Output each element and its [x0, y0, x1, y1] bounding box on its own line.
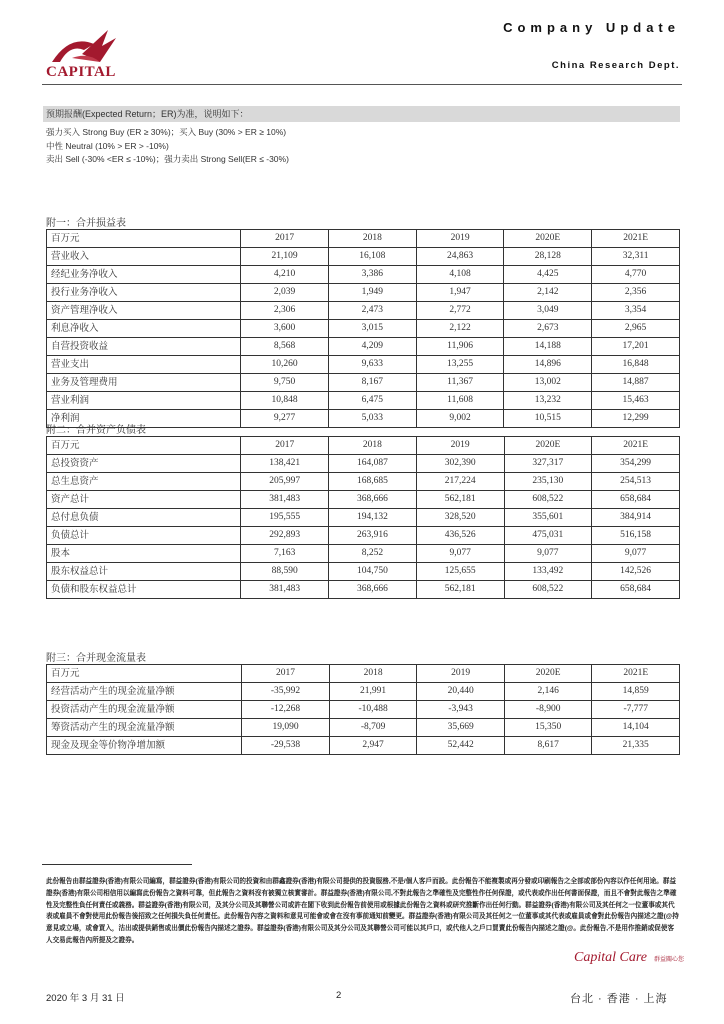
value-cell: 8,167 [328, 374, 416, 392]
value-cell: 263,916 [329, 527, 417, 545]
value-cell: 12,299 [592, 410, 680, 428]
value-cell: 217,224 [416, 473, 504, 491]
unit-header-cell: 百万元 [47, 665, 242, 683]
row-label-cell: 资产总计 [47, 491, 241, 509]
value-cell: 15,350 [504, 719, 592, 737]
row-label-cell: 自营投资收益 [47, 338, 241, 356]
row-label-cell: 负债和股东权益总计 [47, 581, 241, 599]
value-cell: 16,108 [328, 248, 416, 266]
value-cell: 11,608 [416, 392, 504, 410]
brand-logo: Capital Care [574, 950, 647, 965]
year-header-cell: 2020E [504, 230, 592, 248]
value-cell: 381,483 [241, 581, 329, 599]
row-label-cell: 业务及管理费用 [47, 374, 241, 392]
income-statement-table [46, 229, 680, 428]
year-header-cell: 2021E [592, 665, 680, 683]
value-cell: 125,655 [416, 563, 504, 581]
value-cell: 19,090 [242, 719, 330, 737]
row-label-cell: 营业利润 [47, 392, 241, 410]
table-row [47, 266, 680, 284]
value-cell: 10,260 [241, 356, 329, 374]
value-cell: 14,859 [592, 683, 680, 701]
table-row [47, 581, 680, 599]
value-cell: 32,311 [592, 248, 680, 266]
value-cell: 14,896 [504, 356, 592, 374]
rating-heading: 预期报酬(Expected Return；ER)为准，说明如下： [43, 106, 680, 122]
value-cell: 138,421 [241, 455, 329, 473]
year-header-cell: 2017 [242, 665, 330, 683]
value-cell: 14,104 [592, 719, 680, 737]
table-title-income: 附一：合并损益表 [46, 218, 126, 229]
value-cell: 10,515 [504, 410, 592, 428]
value-cell: -8,709 [329, 719, 417, 737]
row-label-cell: 总投资资产 [47, 455, 241, 473]
table-row [47, 719, 680, 737]
value-cell: 2,142 [504, 284, 592, 302]
value-cell: -29,538 [242, 737, 330, 755]
year-header-cell: 2020E [504, 665, 592, 683]
unit-header-cell: 百万元 [47, 437, 241, 455]
value-cell: 3,354 [592, 302, 680, 320]
value-cell: 3,015 [328, 320, 416, 338]
table-title-balance: 附二：合并资产负债表 [46, 425, 146, 436]
value-cell: 254,513 [592, 473, 680, 491]
table-row [47, 320, 680, 338]
row-label-cell: 负债总计 [47, 527, 241, 545]
value-cell: 9,077 [416, 545, 504, 563]
office-cities: 台北 · 香港 · 上海 [570, 993, 668, 1005]
header-subtitle: China Research Dept. [551, 60, 680, 71]
value-cell: 21,991 [329, 683, 417, 701]
value-cell: 292,893 [241, 527, 329, 545]
row-label-cell: 营业收入 [47, 248, 241, 266]
value-cell: 2,146 [504, 683, 592, 701]
table-row [47, 701, 680, 719]
table-row [47, 284, 680, 302]
year-header-cell: 2021E [592, 437, 680, 455]
value-cell: 2,965 [592, 320, 680, 338]
value-cell: 21,109 [241, 248, 329, 266]
value-cell: 9,077 [592, 545, 680, 563]
row-label-cell: 股本 [47, 545, 241, 563]
value-cell: 52,442 [417, 737, 505, 755]
year-header-cell: 2019 [416, 437, 504, 455]
value-cell: 8,252 [329, 545, 417, 563]
year-header-cell: 2020E [504, 437, 592, 455]
value-cell: 368,666 [329, 581, 417, 599]
value-cell: 168,685 [329, 473, 417, 491]
value-cell: 608,522 [504, 491, 592, 509]
row-label-cell: 现金及现金等价物净增加额 [47, 737, 242, 755]
value-cell: 9,750 [241, 374, 329, 392]
value-cell: 7,163 [241, 545, 329, 563]
table-row [47, 545, 680, 563]
value-cell: 658,684 [592, 581, 680, 599]
table-row [47, 392, 680, 410]
value-cell: 133,492 [504, 563, 592, 581]
cash-flow-table [46, 664, 680, 755]
table-header-row [47, 230, 680, 248]
value-cell: 9,077 [504, 545, 592, 563]
row-label-cell: 股东权益总计 [47, 563, 241, 581]
value-cell: 516,158 [592, 527, 680, 545]
value-cell: 14,887 [592, 374, 680, 392]
value-cell: -12,268 [242, 701, 330, 719]
value-cell: 14,188 [504, 338, 592, 356]
table-row [47, 338, 680, 356]
value-cell: 368,666 [329, 491, 417, 509]
table-row [47, 356, 680, 374]
balance-sheet-table [46, 436, 680, 599]
value-cell: 88,590 [241, 563, 329, 581]
value-cell: 2,122 [416, 320, 504, 338]
footnote-divider [42, 864, 192, 865]
value-cell: 10,848 [241, 392, 329, 410]
value-cell: 2,039 [241, 284, 329, 302]
value-cell: 2,772 [416, 302, 504, 320]
value-cell: -7,777 [592, 701, 680, 719]
value-cell: 13,002 [504, 374, 592, 392]
header-title: Company Update [503, 20, 680, 35]
value-cell: 35,669 [417, 719, 505, 737]
value-cell: 354,299 [592, 455, 680, 473]
row-label-cell: 总生息资产 [47, 473, 241, 491]
value-cell: 1,949 [328, 284, 416, 302]
value-cell: 5,033 [328, 410, 416, 428]
rating-line: 中性 Neutral (10% > ER > -10%) [46, 141, 169, 151]
value-cell: 2,306 [241, 302, 329, 320]
value-cell: 3,600 [241, 320, 329, 338]
year-header-cell: 2018 [329, 437, 417, 455]
value-cell: 195,555 [241, 509, 329, 527]
value-cell: 15,463 [592, 392, 680, 410]
value-cell: 4,108 [416, 266, 504, 284]
value-cell: 562,181 [416, 491, 504, 509]
value-cell: 4,425 [504, 266, 592, 284]
year-header-cell: 2019 [417, 665, 505, 683]
year-header-cell: 2018 [328, 230, 416, 248]
table-row [47, 302, 680, 320]
table-row [47, 563, 680, 581]
value-cell: 436,526 [416, 527, 504, 545]
value-cell: 235,130 [504, 473, 592, 491]
value-cell: 355,601 [504, 509, 592, 527]
value-cell: 142,526 [592, 563, 680, 581]
table-row [47, 455, 680, 473]
value-cell: 205,997 [241, 473, 329, 491]
row-label-cell: 净利润 [47, 410, 241, 428]
value-cell: 21,335 [592, 737, 680, 755]
table-row [47, 473, 680, 491]
header-divider [42, 84, 682, 85]
value-cell: 562,181 [416, 581, 504, 599]
value-cell: 2,947 [329, 737, 417, 755]
value-cell: 4,770 [592, 266, 680, 284]
value-cell: -8,900 [504, 701, 592, 719]
value-cell: 13,255 [416, 356, 504, 374]
value-cell: 328,520 [416, 509, 504, 527]
year-header-cell: 2017 [241, 230, 329, 248]
value-cell: 381,483 [241, 491, 329, 509]
logo-text: CAPITAL [46, 64, 116, 80]
value-cell: 608,522 [504, 581, 592, 599]
rating-line: 强力买入 Strong Buy (ER ≥ 30%)；买入 Buy (30% > ER ≥ 10%) [46, 127, 287, 137]
value-cell: 11,367 [416, 374, 504, 392]
table-row [47, 509, 680, 527]
value-cell: 13,232 [504, 392, 592, 410]
row-label-cell: 总付息负债 [47, 509, 241, 527]
value-cell: 9,633 [328, 356, 416, 374]
value-cell: 2,356 [592, 284, 680, 302]
unit-header-cell: 百万元 [47, 230, 241, 248]
report-date: 2020 年 3 月 31 日 [46, 993, 125, 1004]
value-cell: 17,201 [592, 338, 680, 356]
value-cell: 2,473 [328, 302, 416, 320]
value-cell: 20,440 [417, 683, 505, 701]
brand-slogan: 群益關心您 [654, 957, 685, 963]
value-cell: 9,277 [241, 410, 329, 428]
value-cell: 9,002 [416, 410, 504, 428]
value-cell: 8,568 [241, 338, 329, 356]
disclaimer-text: 此份報告由群益證券(香港)有限公司編寫，群益證券(香港)有限公司的投資和由群鑫證券(香港)有限公司提供的投資服務,不是/個人客戶而設。此份報告不能複製或再分發或印刷報告之全部或部份內容以作任何用途。群益證券(香港)有限公司相信用以編寫此份報告之資料可靠，但此報告之資料沒有被獨立核實審計。群益證券(香港)有限公司,不對此報告之準確性及完整性作任何保證，或代表或作出任何書面保證，而且不會對此報告之準確性及完整性負任何責任或義務。群益證券(香港)有限公司，及其分公司及其聯營公司或許在閣下收到此份報告前使用或根據此份報告之資料或研究推斷作出任何行動。群益證券(香港)有限公司及其任何之一位董事或其代表或雇員不會對使用此份報告後招致之任何損失負任何責任。此份報告內容之資料和意見可能會或會在沒有事前通知前變更。群益證券(香港)有限公司及其任何之一位董事或其代表或雇員或會對此份報告內描述之證(@持意見或立場，或會買入，沽出或提供銷售或出價此份報告內描述之證券。群益證券(香港)有限公司及其分公司及其聯營公司可能以其戶口，或代他人之戶口買賣此份報告內描述之證(@。此份報告,不是用作推銷或促使客人交易此報告內所提及之證券。 [46, 878, 679, 944]
table-row [47, 491, 680, 509]
value-cell: 28,128 [504, 248, 592, 266]
value-cell: 16,848 [592, 356, 680, 374]
value-cell: 2,673 [504, 320, 592, 338]
value-cell: 164,087 [329, 455, 417, 473]
table-title-cashflow: 附三：合并现金流量表 [46, 653, 146, 664]
row-label-cell: 投行业务净收入 [47, 284, 241, 302]
value-cell: 1,947 [416, 284, 504, 302]
table-row [47, 737, 680, 755]
value-cell: 24,863 [416, 248, 504, 266]
value-cell: 384,914 [592, 509, 680, 527]
row-label-cell: 利息净收入 [47, 320, 241, 338]
table-header-row [47, 437, 680, 455]
row-label-cell: 筹资活动产生的现金流量净额 [47, 719, 242, 737]
value-cell: -3,943 [417, 701, 505, 719]
value-cell: 3,386 [328, 266, 416, 284]
value-cell: 194,132 [329, 509, 417, 527]
year-header-cell: 2019 [416, 230, 504, 248]
table-row [47, 374, 680, 392]
row-label-cell: 营业支出 [47, 356, 241, 374]
row-label-cell: 经纪业务净收入 [47, 266, 241, 284]
value-cell: 475,031 [504, 527, 592, 545]
row-label-cell: 资产管理净收入 [47, 302, 241, 320]
rating-line: 卖出 Sell (-30% <ER ≤ -10%)；强力卖出 Strong Sell(ER ≤ -30%) [46, 154, 289, 164]
value-cell: 3,049 [504, 302, 592, 320]
value-cell: 658,684 [592, 491, 680, 509]
value-cell: 104,750 [329, 563, 417, 581]
table-row [47, 683, 680, 701]
table-header-row [47, 665, 680, 683]
table-row [47, 527, 680, 545]
value-cell: -35,992 [242, 683, 330, 701]
year-header-cell: 2018 [329, 665, 417, 683]
table-row [47, 248, 680, 266]
value-cell: 8,617 [504, 737, 592, 755]
year-header-cell: 2021E [592, 230, 680, 248]
value-cell: 327,317 [504, 455, 592, 473]
value-cell: 4,209 [328, 338, 416, 356]
value-cell: -10,488 [329, 701, 417, 719]
value-cell: 4,210 [241, 266, 329, 284]
page-number: 2 [336, 990, 342, 1001]
row-label-cell: 投资活动产生的现金流量净额 [47, 701, 242, 719]
value-cell: 11,906 [416, 338, 504, 356]
row-label-cell: 经营活动产生的现金流量净额 [47, 683, 242, 701]
value-cell: 302,390 [416, 455, 504, 473]
year-header-cell: 2017 [241, 437, 329, 455]
value-cell: 6,475 [328, 392, 416, 410]
